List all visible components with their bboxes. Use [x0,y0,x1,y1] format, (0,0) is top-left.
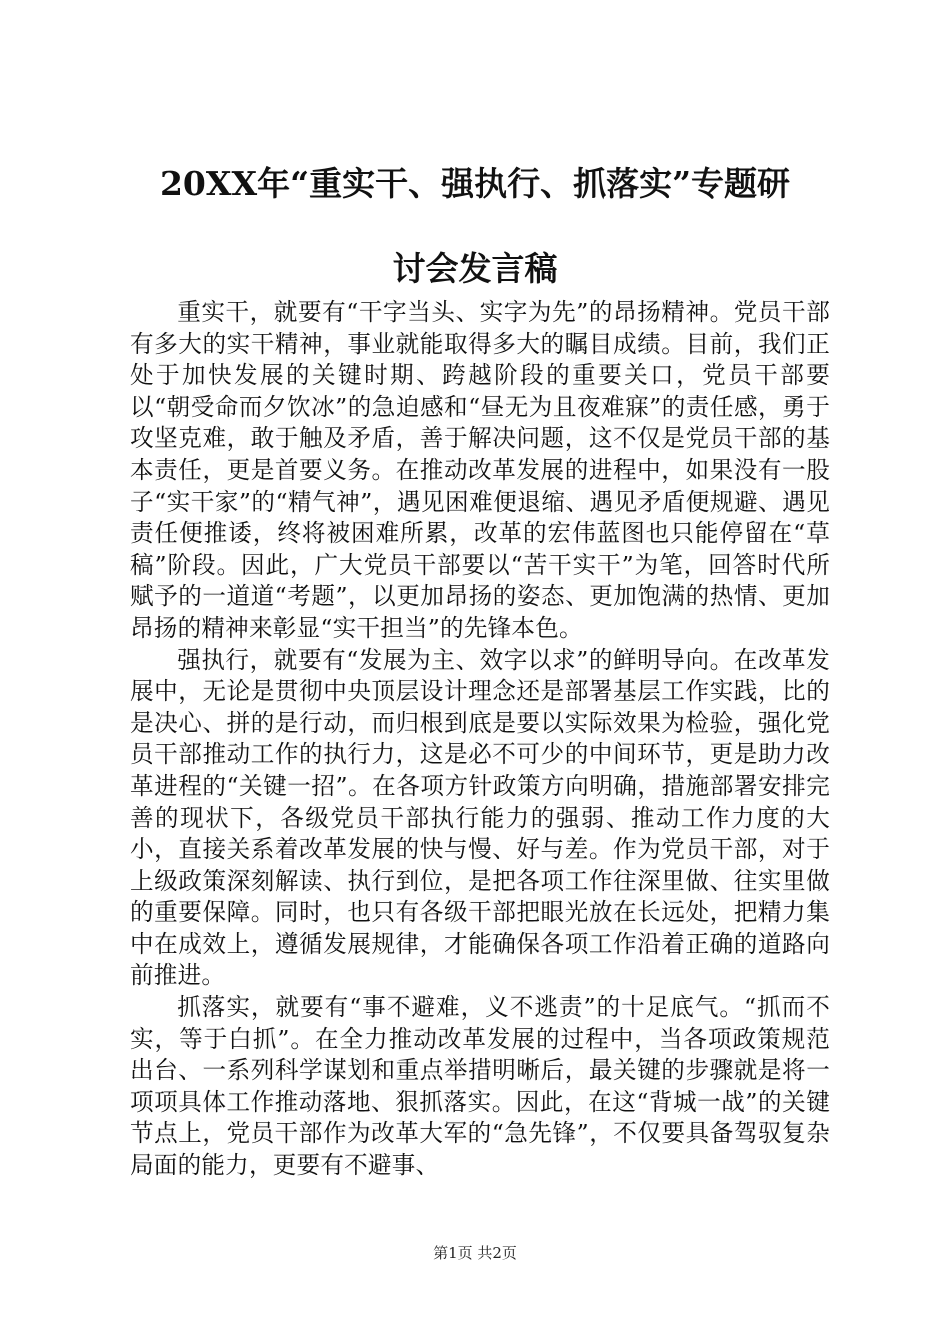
paragraph-1: 重实干，就要有“干字当头、实字为先”的昂扬精神。党员干部有多大的实干精神，事业就能取得多大的瞩目成绩。目前，我们正处于加快发展的关键时期、跨越阶段的重要关口，党员干部要以“朝受命而夕饮冰”的急迫感和“昼无为且夜难寐”的责任感，勇于攻坚克难，敢于触及矛盾，善于解决问题，这不仅是党员干部的基本责任，更是首要义务。在推动改革发展的进程中，如果没有一股子“实干家”的“精气神”，遇见困难便退缩、遇见矛盾便规避、遇见责任便推诿，终将被困难所累，改革的宏伟蓝图也只能停留在“草稿”阶段。因此，广大党员干部要以“苦干实干”为笔，回答时代所赋予的一道道“考题”，以更加昂扬的姿态、更加饱满的热情、更加昂扬的精神来彰显“实干担当”的先锋本色。 [130,298,830,642]
page-footer: 第1页 共2页 [433,1244,517,1262]
document-title-line-2: 讨会发言稿 [392,249,558,288]
paragraph-3: 抓落实，就要有“事不避难，义不逃责”的十足底气。“抓而不实，等于白抓”。在全力推动改革发展的过程中，当各项政策规范出台、一系列科学谋划和重点举措明晰后，最关键的步骤就是将一项项具体工作推动落地、狠抓落实。因此，在这“背城一战”的关键节点上，党员干部作为改革大军的“急先锋”，不仅要具备驾驭复杂局面的能力，更要有不避事、 [130,993,830,1180]
document-body [130,297,830,1182]
paragraph-2: 强执行，就要有“发展为主、效字以求”的鲜明导向。在改革发展中，无论是贯彻中央顶层设计理念还是部署基层工作实践，比的是决心、拼的是行动，而归根到底是要以实际效果为检验，强化党员干部推动工作的执行力，这是必不可少的中间环节，更是助力改革进程的“关键一招”。在各项方针政策方向明确，措施部署安排完善的现状下，各级党员干部执行能力的强弱、推动工作力度的大小，直接关系着改革发展的快与慢、好与差。作为党员干部，对于上级政策深刻解读、执行到位，是把各项工作往深里做、往实里做的重要保障。同时，也只有各级干部把眼光放在长远处，把精力集中在成效上，遵循发展规律，才能确保各项工作沿着正确的道路向前推进。 [130,645,830,990]
document-title-line-1: 20XX年“重实干、强执行、抓落实”专题研 [159,164,791,203]
